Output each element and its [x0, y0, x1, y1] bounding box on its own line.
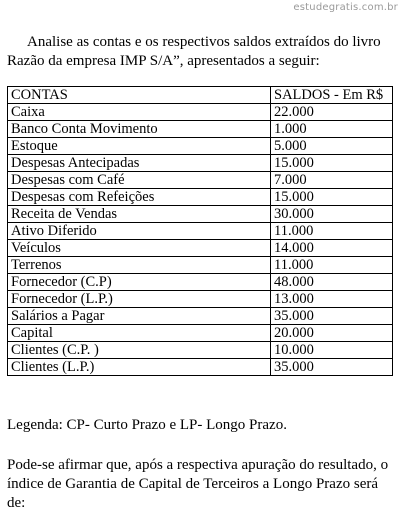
- table-row: [8, 308, 393, 325]
- accounts-table: [7, 86, 393, 376]
- account-name-cell: Ativo Diferido: [8, 223, 271, 240]
- balance-cell: 15.000: [271, 155, 393, 172]
- header-balances: SALDOS - Em R$: [271, 87, 393, 104]
- account-name-cell: Terrenos: [8, 257, 271, 274]
- table-row: [8, 240, 393, 257]
- table-row: [8, 172, 393, 189]
- balance-cell: 30.000: [271, 206, 393, 223]
- balance-cell: 11.000: [271, 223, 393, 240]
- table-row: [8, 189, 393, 206]
- balance-cell: 7.000: [271, 172, 393, 189]
- table-row: [8, 104, 393, 121]
- balance-cell: 11.000: [271, 257, 393, 274]
- table-row: [8, 325, 393, 342]
- balance-cell: 1.000: [271, 121, 393, 138]
- table-row: [8, 223, 393, 240]
- header-accounts: CONTAS: [8, 87, 271, 104]
- table-row: [8, 257, 393, 274]
- balance-cell: 35.000: [271, 308, 393, 325]
- balance-cell: 14.000: [271, 240, 393, 257]
- table-row: [8, 138, 393, 155]
- account-name-cell: Clientes (C.P. ): [8, 342, 271, 359]
- account-name-cell: Estoque: [8, 138, 271, 155]
- table-row: [8, 291, 393, 308]
- balance-cell: 5.000: [271, 138, 393, 155]
- table-row: [8, 121, 393, 138]
- account-name-cell: Clientes (L.P.): [8, 359, 271, 376]
- account-name-cell: Caixa: [8, 104, 271, 121]
- balance-cell: 15.000: [271, 189, 393, 206]
- table-row: [8, 359, 393, 376]
- legend-text: Legenda: CP- Curto Prazo e LP- Longo Prazo.: [7, 417, 287, 433]
- account-name-cell: Despesas com Refeições: [8, 189, 271, 206]
- account-name-cell: Despesas com Café: [8, 172, 271, 189]
- account-name-cell: Veículos: [8, 240, 271, 257]
- account-name-cell: Banco Conta Movimento: [8, 121, 271, 138]
- account-name-cell: Capital: [8, 325, 271, 342]
- table-row: [8, 155, 393, 172]
- intro-paragraph: Analise as contas e os respectivos saldos extraídos do livro Razão da empresa IMP S/A”, apresentados a seguir:: [7, 34, 381, 69]
- balance-cell: 10.000: [271, 342, 393, 359]
- watermark: estudegratis.com.br: [293, 2, 398, 13]
- account-name-cell: Fornecedor (L.P.): [8, 291, 271, 308]
- table-row: [8, 274, 393, 291]
- table-row: [8, 206, 393, 223]
- balance-cell: 13.000: [271, 291, 393, 308]
- table-row: [8, 342, 393, 359]
- account-name-cell: Salários a Pagar: [8, 308, 271, 325]
- account-name-cell: Receita de Vendas: [8, 206, 271, 223]
- balance-cell: 48.000: [271, 274, 393, 291]
- table-header-row: [8, 87, 393, 104]
- account-name-cell: Despesas Antecipadas: [8, 155, 271, 172]
- account-name-cell: Fornecedor (C.P): [8, 274, 271, 291]
- question-text: Pode-se afirmar que, após a respectiva apuração do resultado, o índice de Garantia de Capital de Terceiros a Longo Prazo será de:: [7, 457, 389, 511]
- balance-cell: 22.000: [271, 104, 393, 121]
- table-body: [8, 104, 393, 376]
- balance-cell: 20.000: [271, 325, 393, 342]
- balance-cell: 35.000: [271, 359, 393, 376]
